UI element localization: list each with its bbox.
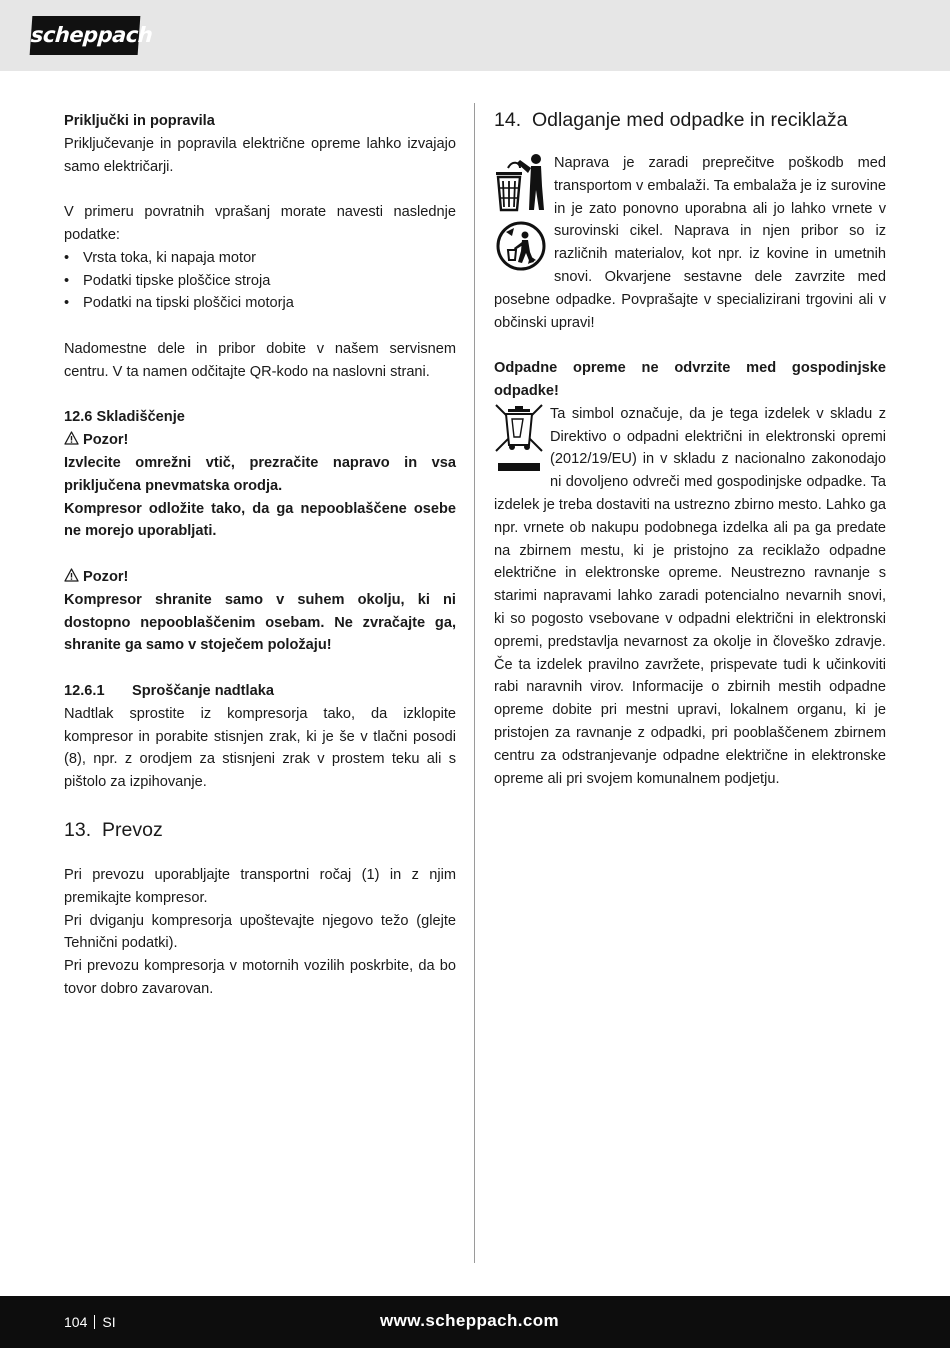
transport-text: Pri dviganju kompresorja upoštevajte njegovo težo (glejte Tehnični podatki). — [64, 912, 456, 952]
website-url: www.scheppach.com — [380, 1311, 560, 1330]
pressure-title: Sproščanje nadtlaka — [132, 682, 274, 699]
warning-triangle-icon — [64, 431, 79, 445]
warning-label: Pozor! — [83, 568, 129, 585]
crossed-out-wheelie-bin-icon — [494, 403, 546, 483]
page-number-block — [64, 1312, 116, 1332]
warning-triangle-icon — [64, 568, 79, 582]
warning-text: Izvlecite omrežni vtič, prezračite napravo in vsa priključena pnevmatska orodja. — [64, 454, 456, 494]
household-warning: Odpadne opreme ne odvrzite med gospodinjske odpadke! — [494, 360, 886, 399]
page-footer — [0, 1296, 950, 1348]
recycling-person-icon — [494, 220, 550, 274]
brand-logo: scheppach — [30, 16, 141, 55]
list-item: • Vrsta toka, ki napaja motor — [64, 247, 456, 270]
disposal-number: 14. — [494, 109, 522, 131]
warning-text: Kompresor shranite samo v suhem okolju, ki ni dostopno nepooblaščenim osebam. Ne zvračajte ga, shranite ga samo v stoječem položaju! — [64, 591, 456, 654]
questions-list — [64, 247, 456, 315]
transport-heading — [64, 816, 456, 844]
disposal-heading — [494, 106, 886, 134]
pressure-number: 12.6.1 — [64, 682, 105, 699]
pressure-heading — [64, 680, 456, 703]
questions-intro: V primeru povratnih vprašanj morate navesti naslednje podatke: — [64, 204, 456, 243]
warning-label: Pozor! — [83, 432, 129, 449]
page-language: SI — [102, 1314, 116, 1330]
list-item: • Podatki na tipski ploščici motorja — [64, 292, 456, 315]
transport-text: Pri prevozu kompresorja v motornih vozilih poskrbite, da bo tovor dobro zavarovan. — [64, 958, 456, 997]
transport-number: 13. — [64, 818, 92, 841]
pressure-text: Nadtlak sprostite iz kompresorja tako, da izklopite kompresor in porabite stisnjen zrak, ki je še v tlačni posodi (8), npr. z orodjem za stisnjeni zrak v prostem teku ali s pištolo za izpihovanje. — [64, 705, 456, 791]
list-item: • Podatki tipske ploščice stroja — [64, 270, 456, 293]
transport-title: Prevoz — [102, 818, 163, 841]
weee-text: Ta simbol označuje, da je tega izdelek v skladu z Direktivo o odpadni električni in elektronski opremi (2012/19/EU) in v skladu z nacionalno zakonodajo ni dovoljeno odvreči med gospodinjske odpadke. Ta izdelek je treba dostaviti na ustrezno zbirno mesto. Lahko ga npr. vrnete ob nakupu podobnega izdelka ali pa ga predate na zbirnem mestu, ki je pristojno za reciklažo odpadne električne in elektronske opreme. Neustrezno ravnanje s starimi napravami lahko zaradi potencialno nevarnih snovi, ki so pogosto vsebovane v odpadni električni in elektronski opremi, predstavlja nevarnost za okolje in človeško zdravje. Če ta izdelek pravilno zavržete, prispevate tudi k učinkoviti rabi naravnih virov. Informacije o zbirnih mestih odpadne opreme dobite pri mestni upravi, lokalnem organu, ki je pristojen za ravnanje z odpadki, pri pooblaščenem zbirnem centru za odstranjevanje odpadne električne in elektronske opreme ali pri svojem komunalnem podjetju. — [494, 405, 886, 787]
disposal-text: Naprava je zaradi preprečitve poškodb med transportom v embalaži. Ta embalaža je iz surovine in je zato ponovno uporabna ali jo lahko vrnete v surovinski cikel. Naprava in njen pribor so iz različnih materialov, kot npr. iz kovine in umetnih snovi. Okvarjene sestavne dele zavrzite med posebne odpadke. Povprašajte v specializirani trgovini ali v občinski upravi! — [494, 155, 886, 331]
storage-title: 12.6 Skladiščenje — [64, 409, 185, 426]
disposal-title: Odlaganje med odpadke in reciklaža — [532, 109, 848, 131]
warning-text: Kompresor odložite tako, da ga nepooblaščene osebe ne morejo uporabljati. — [64, 500, 456, 540]
weee-icon-wrap — [494, 403, 546, 483]
repairs-text: Priključevanje in popravila električne opreme lahko izvajajo samo električarji. — [64, 135, 456, 175]
trash-bin-person-icon — [494, 152, 550, 216]
transport-text: Pri prevozu uporabljajte transportni ročaj (1) in z njim premikajte kompresor. — [64, 866, 456, 906]
spare-parts-text: Nadomestne dele in pribor dobite v našem servisnem centru. V ta namen odčitajte QR-kodo na naslovni strani. — [64, 340, 456, 380]
disposal-icons — [494, 152, 550, 274]
page-header — [0, 0, 950, 71]
left-column — [64, 110, 456, 1001]
column-divider — [474, 103, 475, 1263]
page-number: 104 — [64, 1314, 88, 1330]
right-column — [494, 110, 886, 790]
repairs-title: Priključki in popravila — [64, 113, 215, 129]
